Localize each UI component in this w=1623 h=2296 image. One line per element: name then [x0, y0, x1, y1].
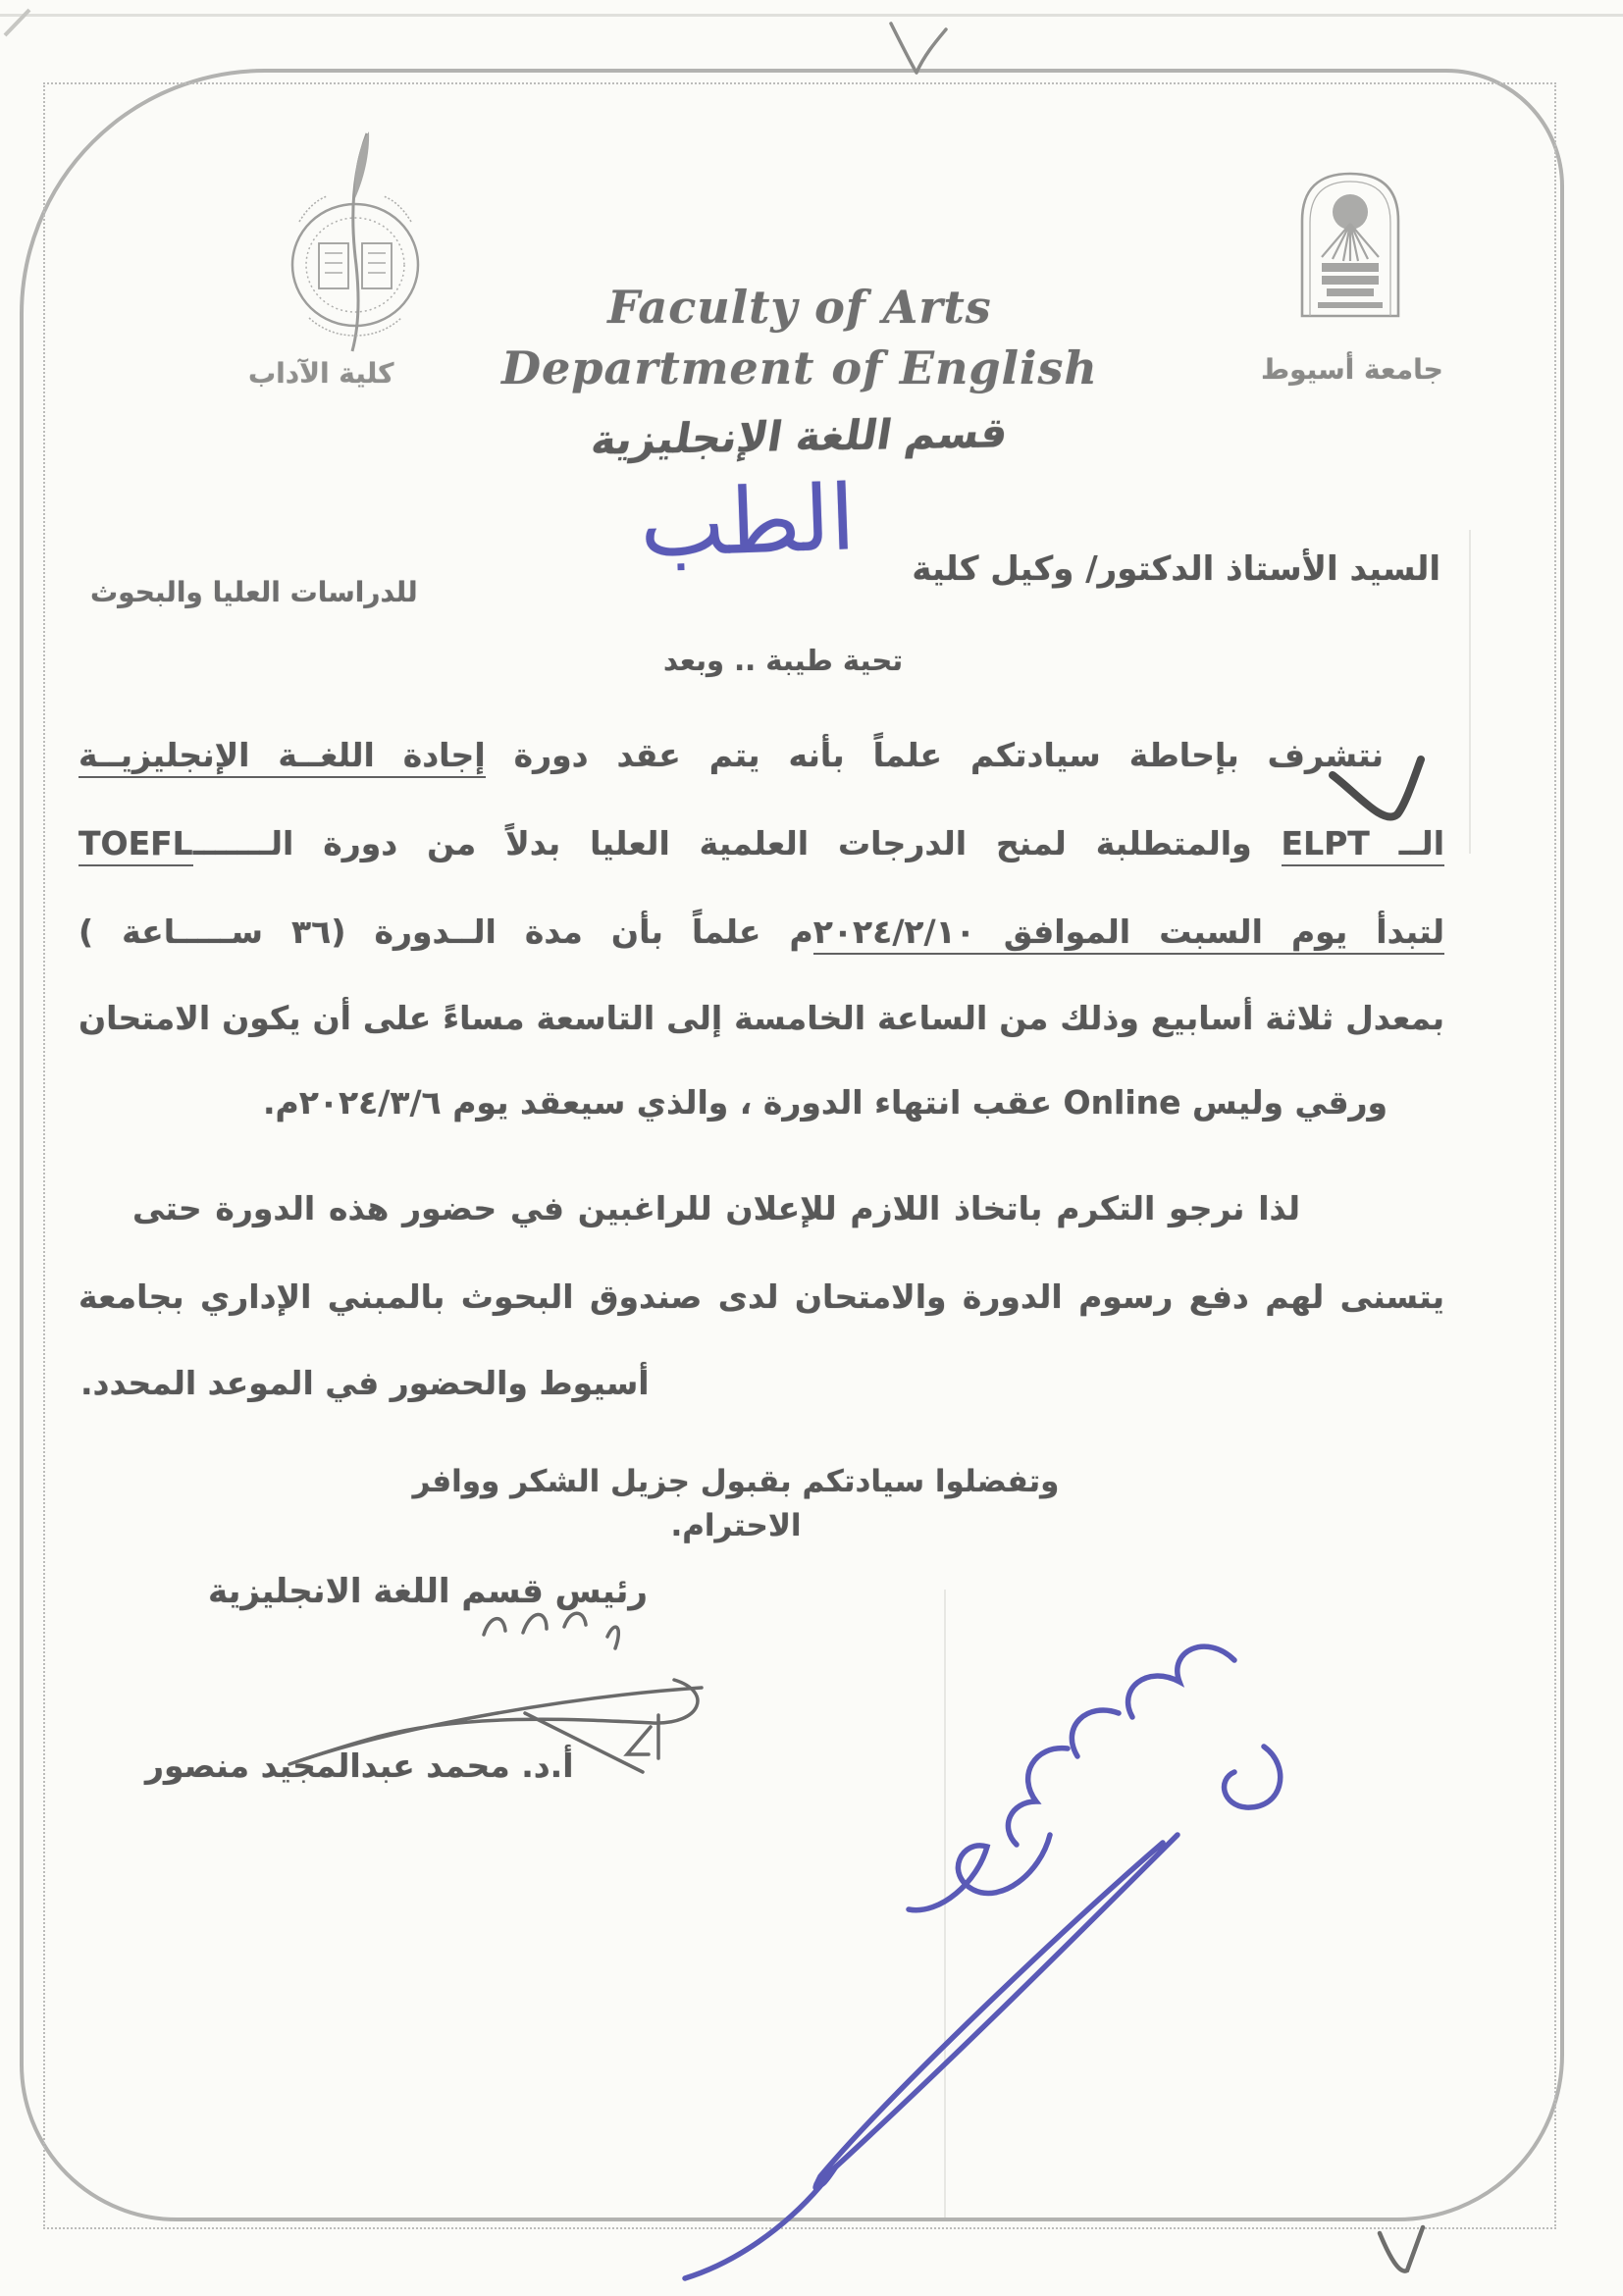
body-p2-line3: أسيوط والحضور في الموعد المحدد. [80, 1364, 650, 1402]
pen-tick-mark-bottom [1372, 2219, 1431, 2288]
handwritten-faculty-name-blue: الطب [638, 465, 858, 578]
body-p1-line2 [79, 820, 1444, 867]
body-p1-line1 [79, 732, 1384, 779]
body-p2-line2: يتسنى لهم دفع رسوم الدورة والامتحان لدى صندوق البحوث بالمبني الإداري بجامعة [79, 1278, 1444, 1316]
recipient-line: السيد الأستاذ الدكتور/ وكيل كلية [912, 549, 1440, 589]
closing-salutation: وتفضلوا سيادتكم بقبول جزيل الشكر ووافر الاحترام. [412, 1464, 1060, 1543]
body-p2-line1: لذا نرجو التكرم باتخاذ اللازم للإعلان للراغبين في حضور هذه الدورة حتى [132, 1189, 1300, 1227]
body-p1-line3 [79, 909, 1444, 956]
pen-tick-mark-top [881, 16, 952, 84]
p1l2-text: والمتطلبة لمنح الدرجات العلمية العليا بدلاً من دورة الـــــــ [192, 824, 1282, 862]
signer-title: رئيس قسم اللغة الانجليزية [208, 1572, 648, 1611]
p1l2-underlined-elpt: الــ ELPT [1282, 824, 1444, 866]
faculty-arabic-label: كلية الآداب [248, 357, 394, 390]
faculty-of-arts-seal-icon [270, 126, 442, 356]
greeting-line: تحية طيبة .. وبعد [663, 644, 904, 677]
p1l1-underlined-course-name: إجادة اللغــة الإنجليزيــة [79, 736, 486, 778]
p1l3-text: م علماً بأن مدة الــدورة (٣٦ ســـــاعة ) [79, 913, 813, 951]
university-arabic-label: جامعة أسيوط [1261, 353, 1443, 386]
body-p1-line4: بمعدل ثلاثة أسابيع وذلك من الساعة الخامسة إلى التاسعة مساءً على أن يكون الامتحان [79, 999, 1444, 1037]
faculty-title-english: Faculty of Arts [607, 281, 992, 334]
p1l1-text: نتشرف بإحاطة سيادتكم علماً بأنه يتم عقد دورة [485, 736, 1384, 774]
cc-postgraduate-studies: للدراسات العليا والبحوث [90, 576, 418, 608]
assiut-university-emblem-icon [1295, 167, 1405, 322]
p1l2-underlined-toefl: TOEFL [79, 824, 193, 866]
p1l3-underlined-start-date: لتبدأ يوم السبت الموافق ٢٠٢٤/٢/١٠ [813, 913, 1444, 955]
department-title-english: Department of English [501, 341, 1098, 394]
body-p1-line5: ورقي وليس Online عقب انتهاء الدورة ، والذي سيعقد يوم ٢٠٢٤/٣/٦م. [263, 1083, 1388, 1122]
scan-edge-line [0, 14, 1623, 17]
scan-streak [1469, 530, 1471, 854]
ink-check-mark-margin [1327, 754, 1435, 847]
scan-corner-mark [2, 6, 35, 39]
signer-name: أ.د. محمد عبدالمجيد منصور [145, 1747, 574, 1785]
department-title-arabic-calligraphy: قسم اللغة الإنجليزية [588, 408, 1012, 464]
handwritten-approval-scribble-blue [628, 1599, 1335, 2286]
